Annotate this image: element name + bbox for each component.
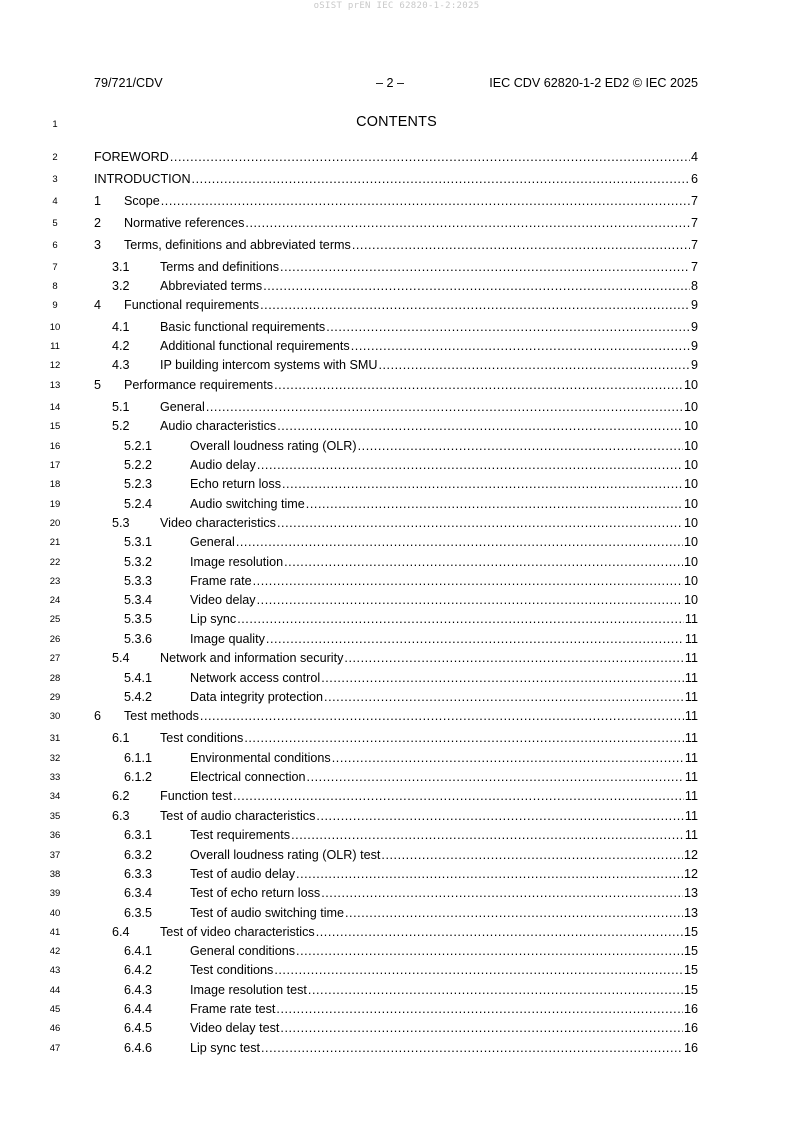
toc-entry-page: 11 bbox=[684, 651, 698, 665]
toc-entry-page: 11 bbox=[684, 751, 698, 765]
toc-entry[interactable] bbox=[124, 1037, 698, 1055]
line-number: 40 bbox=[49, 908, 61, 919]
line-number: 44 bbox=[49, 985, 61, 996]
toc-entry[interactable] bbox=[94, 234, 698, 252]
toc-entry-title: Image quality bbox=[190, 632, 265, 646]
line-number: 23 bbox=[49, 576, 61, 587]
toc-entry-title: Test of audio characteristics bbox=[160, 809, 316, 823]
line-number: 31 bbox=[49, 733, 61, 744]
dot-leader bbox=[161, 194, 690, 208]
toc-entry-page: 16 bbox=[683, 1021, 698, 1035]
dot-leader bbox=[358, 439, 683, 453]
line-number: 46 bbox=[49, 1023, 61, 1034]
toc-entry[interactable] bbox=[112, 354, 698, 372]
dot-leader bbox=[381, 848, 683, 862]
toc-entry-number: 6.3.1 bbox=[124, 828, 153, 842]
toc-entry-page: 13 bbox=[683, 886, 698, 900]
line-number: 37 bbox=[49, 850, 61, 861]
dot-leader bbox=[274, 963, 683, 977]
toc-entry[interactable] bbox=[124, 589, 698, 607]
toc-entry[interactable] bbox=[124, 608, 698, 626]
toc-entry-page: 12 bbox=[683, 848, 698, 862]
dot-leader bbox=[316, 925, 683, 939]
toc-entry-title: Test of audio delay bbox=[190, 867, 296, 881]
line-number: 35 bbox=[49, 811, 61, 822]
dot-leader bbox=[260, 298, 690, 312]
toc-entry[interactable] bbox=[124, 747, 698, 765]
toc-entry-title: Test conditions bbox=[160, 731, 244, 745]
toc-entry-page: 9 bbox=[690, 339, 698, 353]
toc-entry-title: Additional functional requirements bbox=[160, 339, 350, 353]
toc-entry-title: Audio characteristics bbox=[160, 419, 277, 433]
dot-leader bbox=[237, 612, 684, 626]
dot-leader bbox=[316, 809, 684, 823]
toc-entry-number: 6.4.5 bbox=[124, 1021, 153, 1035]
toc-entry-page: 15 bbox=[683, 963, 698, 977]
toc-entry-number: 6.4.6 bbox=[124, 1041, 153, 1055]
toc-entry[interactable] bbox=[112, 316, 698, 334]
toc-entry-title: Echo return loss bbox=[190, 477, 281, 491]
toc-entry-page: 10 bbox=[683, 593, 698, 607]
dot-leader bbox=[321, 886, 683, 900]
line-number: 20 bbox=[49, 518, 61, 529]
dot-leader bbox=[236, 535, 683, 549]
page-number: – 2 – bbox=[376, 76, 405, 90]
dot-leader bbox=[351, 339, 690, 353]
dot-leader bbox=[277, 516, 683, 530]
dot-leader bbox=[277, 419, 683, 433]
line-number: 21 bbox=[49, 537, 61, 548]
line-number: 29 bbox=[49, 692, 61, 703]
dot-leader bbox=[307, 770, 684, 784]
line-number: 8 bbox=[52, 281, 58, 292]
toc-entry[interactable] bbox=[112, 256, 698, 274]
line-number: 6 bbox=[52, 240, 58, 251]
line-number: 9 bbox=[52, 300, 58, 311]
line-number: 38 bbox=[49, 869, 61, 880]
dot-leader bbox=[274, 378, 683, 392]
toc-entry-number: 6.3 bbox=[112, 809, 130, 823]
toc-entry-title: INTRODUCTION bbox=[94, 172, 191, 186]
toc-entry[interactable] bbox=[112, 396, 698, 414]
toc-entry-title: Data integrity protection bbox=[190, 690, 324, 704]
toc-entry[interactable] bbox=[94, 146, 698, 164]
toc-entry-number: 1 bbox=[94, 194, 102, 208]
toc-entry-number: 5.2.1 bbox=[124, 439, 153, 453]
toc-entry[interactable] bbox=[124, 628, 698, 646]
toc-entry[interactable] bbox=[124, 844, 698, 862]
toc-entry-title: Network access control bbox=[190, 671, 321, 685]
toc-entry[interactable] bbox=[94, 705, 698, 723]
toc-entry-page: 11 bbox=[684, 690, 698, 704]
dot-leader bbox=[296, 944, 683, 958]
toc-entry-number: 6.4 bbox=[112, 925, 130, 939]
line-number: 13 bbox=[49, 380, 61, 391]
toc-entry[interactable] bbox=[112, 335, 698, 353]
toc-entry-number: 6.3.4 bbox=[124, 886, 153, 900]
toc-entry-title: Overall loudness rating (OLR) bbox=[190, 439, 357, 453]
toc-entry-title: Test methods bbox=[124, 709, 199, 723]
dot-leader bbox=[170, 150, 690, 164]
toc-entry-title: Video delay bbox=[190, 593, 256, 607]
toc-entry-title: Image resolution test bbox=[190, 983, 307, 997]
line-number: 5 bbox=[52, 218, 58, 229]
toc-entry-title: Lip sync test bbox=[190, 1041, 260, 1055]
toc-entry-title: General bbox=[190, 535, 235, 549]
dot-leader bbox=[291, 828, 684, 842]
toc-entry-title: Performance requirements bbox=[124, 378, 274, 392]
toc-entry[interactable] bbox=[124, 766, 698, 784]
toc-entry-title: Network and information security bbox=[160, 651, 344, 665]
toc-entry[interactable] bbox=[124, 570, 698, 588]
toc-entry-number: 3 bbox=[94, 238, 102, 252]
line-number: 17 bbox=[49, 460, 61, 471]
toc-entry-number: 6.1.1 bbox=[124, 751, 153, 765]
toc-entry-number: 5.3.6 bbox=[124, 632, 153, 646]
toc-entry-number: 5.3.5 bbox=[124, 612, 153, 626]
toc-entry-page: 10 bbox=[683, 378, 698, 392]
toc-entry-number: 5.3.3 bbox=[124, 574, 153, 588]
toc-entry-title: Electrical connection bbox=[190, 770, 306, 784]
line-number: 30 bbox=[49, 711, 61, 722]
watermark: oSIST prEN IEC 62820-1-2:2025 bbox=[313, 1, 480, 11]
dot-leader bbox=[257, 593, 683, 607]
toc-entry-number: 5.2 bbox=[112, 419, 130, 433]
toc-entry-title: Video characteristics bbox=[160, 516, 276, 530]
toc-entry-page: 10 bbox=[683, 419, 698, 433]
toc-entry-page: 16 bbox=[683, 1041, 698, 1055]
toc-entry-number: 6.1 bbox=[112, 731, 130, 745]
line-number: 3 bbox=[52, 174, 58, 185]
toc-entry[interactable] bbox=[94, 294, 698, 312]
toc-entry-title: Lip sync bbox=[190, 612, 237, 626]
toc-entry[interactable] bbox=[124, 551, 698, 569]
toc-entry[interactable] bbox=[94, 168, 698, 186]
toc-entry[interactable] bbox=[112, 727, 698, 745]
dot-leader bbox=[200, 709, 684, 723]
line-number: 7 bbox=[52, 262, 58, 273]
toc-entry-number: 2 bbox=[94, 216, 102, 230]
toc-entry-page: 10 bbox=[683, 516, 698, 530]
line-number: 15 bbox=[49, 421, 61, 432]
toc-entry-page: 7 bbox=[690, 216, 698, 230]
line-number: 47 bbox=[49, 1043, 61, 1054]
toc-entry[interactable] bbox=[112, 805, 698, 823]
toc-entry-page: 10 bbox=[683, 458, 698, 472]
line-number: 19 bbox=[49, 499, 61, 510]
toc-entry-number: 5.3.4 bbox=[124, 593, 153, 607]
line-number: 18 bbox=[49, 479, 61, 490]
toc-entry[interactable] bbox=[124, 959, 698, 977]
toc-entry-page: 16 bbox=[683, 1002, 698, 1016]
toc-entry-page: 6 bbox=[690, 172, 698, 186]
toc-entry[interactable] bbox=[124, 531, 698, 549]
dot-leader bbox=[257, 458, 683, 472]
toc-entry[interactable] bbox=[124, 902, 698, 920]
toc-entry-title: Image resolution bbox=[190, 555, 284, 569]
toc-entry-number: 5.4.2 bbox=[124, 690, 153, 704]
toc-entry-page: 15 bbox=[683, 983, 698, 997]
toc-entry-title: Normative references bbox=[124, 216, 245, 230]
dot-leader bbox=[308, 983, 683, 997]
line-number: 36 bbox=[49, 830, 61, 841]
toc-entry-number: 5.2.4 bbox=[124, 497, 153, 511]
toc-entry[interactable] bbox=[112, 415, 698, 433]
toc-entry-page: 11 bbox=[684, 612, 698, 626]
toc-entry-title: Terms and definitions bbox=[160, 260, 280, 274]
line-number: 27 bbox=[49, 653, 61, 664]
toc-entry-title: Abbreviated terms bbox=[160, 279, 263, 293]
toc-entry-title: Frame rate bbox=[190, 574, 252, 588]
toc-entry-number: 4 bbox=[94, 298, 102, 312]
toc-entry-title: Test conditions bbox=[190, 963, 274, 977]
toc-entry-page: 11 bbox=[684, 809, 698, 823]
toc-entry[interactable] bbox=[124, 979, 698, 997]
line-number: 14 bbox=[49, 402, 61, 413]
toc-entry-page: 15 bbox=[683, 925, 698, 939]
toc-entry-number: 6.4.4 bbox=[124, 1002, 153, 1016]
toc-entry[interactable] bbox=[124, 998, 698, 1016]
toc-entry-number: 5.3 bbox=[112, 516, 130, 530]
toc-entry-page: 13 bbox=[683, 906, 698, 920]
toc-entry[interactable] bbox=[112, 275, 698, 293]
toc-entry-number: 5.4 bbox=[112, 651, 130, 665]
line-number: 28 bbox=[49, 673, 61, 684]
toc-entry-page: 11 bbox=[684, 789, 698, 803]
dot-leader bbox=[321, 671, 684, 685]
toc-entry-page: 10 bbox=[683, 535, 698, 549]
toc-entry[interactable] bbox=[112, 785, 698, 803]
dot-leader bbox=[206, 400, 683, 414]
dot-leader bbox=[306, 497, 683, 511]
dot-leader bbox=[261, 1041, 683, 1055]
toc-entry-number: 5.3.2 bbox=[124, 555, 153, 569]
toc-entry-number: 5.1 bbox=[112, 400, 130, 414]
toc-entry-title: FOREWORD bbox=[94, 150, 169, 164]
dot-leader bbox=[344, 651, 684, 665]
dot-leader bbox=[352, 238, 690, 252]
toc-entry[interactable] bbox=[124, 940, 698, 958]
dot-leader bbox=[378, 358, 690, 372]
toc-entry-page: 11 bbox=[684, 671, 698, 685]
dot-leader bbox=[253, 574, 683, 588]
toc-entry-page: 10 bbox=[683, 439, 698, 453]
toc-entry-number: 5.4.1 bbox=[124, 671, 153, 685]
line-number: 4 bbox=[52, 196, 58, 207]
toc-entry-page: 9 bbox=[690, 358, 698, 372]
dot-leader bbox=[276, 1002, 683, 1016]
toc-entry-number: 5.3.1 bbox=[124, 535, 153, 549]
line-number: 1 bbox=[52, 119, 58, 130]
toc-entry[interactable] bbox=[124, 882, 698, 900]
toc-entry[interactable] bbox=[124, 686, 698, 704]
toc-entry-number: 4.2 bbox=[112, 339, 130, 353]
toc-entry-page: 8 bbox=[690, 279, 698, 293]
line-number: 24 bbox=[49, 595, 61, 606]
toc-entry-page: 11 bbox=[684, 709, 698, 723]
toc-entry-title: Test of audio switching time bbox=[190, 906, 344, 920]
toc-entry-title: Test of video characteristics bbox=[160, 925, 315, 939]
dot-leader bbox=[284, 555, 683, 569]
line-number: 11 bbox=[50, 341, 60, 352]
line-number: 32 bbox=[49, 753, 61, 764]
dot-leader bbox=[233, 789, 684, 803]
toc-entry-title: Basic functional requirements bbox=[160, 320, 326, 334]
toc-entry-title: Audio delay bbox=[190, 458, 256, 472]
dot-leader bbox=[296, 867, 683, 881]
toc-entry-page: 9 bbox=[690, 298, 698, 312]
toc-entry-page: 10 bbox=[683, 400, 698, 414]
toc-entry-title: Overall loudness rating (OLR) test bbox=[190, 848, 381, 862]
line-number: 10 bbox=[49, 322, 61, 333]
toc-entry[interactable] bbox=[112, 921, 698, 939]
toc-entry-page: 10 bbox=[683, 555, 698, 569]
toc-entry-title: Test requirements bbox=[190, 828, 291, 842]
toc-entry-page: 7 bbox=[690, 260, 698, 274]
toc-entry[interactable] bbox=[94, 374, 698, 392]
toc-entry-number: 6.1.2 bbox=[124, 770, 153, 784]
dot-leader bbox=[244, 731, 684, 745]
line-number: 45 bbox=[49, 1004, 61, 1015]
toc-entry[interactable] bbox=[124, 473, 698, 491]
toc-entry-title: Function test bbox=[160, 789, 233, 803]
line-number: 34 bbox=[49, 791, 61, 802]
toc-entry-page: 7 bbox=[690, 194, 698, 208]
toc-entry[interactable] bbox=[124, 454, 698, 472]
toc-entry-page: 12 bbox=[683, 867, 698, 881]
line-number: 39 bbox=[49, 888, 61, 899]
toc-entry[interactable] bbox=[124, 1017, 698, 1035]
toc-entry-number: 6.4.3 bbox=[124, 983, 153, 997]
line-number: 33 bbox=[49, 772, 61, 783]
toc-entry[interactable] bbox=[124, 824, 698, 842]
dot-leader bbox=[324, 690, 684, 704]
line-number: 26 bbox=[49, 634, 61, 645]
toc-entry-number: 6.3.3 bbox=[124, 867, 153, 881]
toc-entry[interactable] bbox=[124, 863, 698, 881]
toc-entry-number: 6.3.2 bbox=[124, 848, 153, 862]
toc-entry-title: Functional requirements bbox=[124, 298, 260, 312]
dot-leader bbox=[326, 320, 690, 334]
document-reference: IEC CDV 62820-1-2 ED2 © IEC 2025 bbox=[489, 76, 698, 90]
line-number: 2 bbox=[52, 152, 58, 163]
toc-entry-page: 4 bbox=[690, 150, 698, 164]
toc-entry-page: 10 bbox=[683, 477, 698, 491]
toc-entry-page: 15 bbox=[683, 944, 698, 958]
toc-entry-number: 4.1 bbox=[112, 320, 130, 334]
dot-leader bbox=[332, 751, 684, 765]
line-number: 43 bbox=[49, 965, 61, 976]
toc-entry[interactable] bbox=[124, 435, 698, 453]
toc-entry-title: General bbox=[160, 400, 205, 414]
toc-entry-title: Scope bbox=[124, 194, 160, 208]
toc-entry-page: 11 bbox=[684, 828, 698, 842]
toc-entry-title: Audio switching time bbox=[190, 497, 305, 511]
dot-leader bbox=[280, 260, 690, 274]
toc-entry-number: 3.2 bbox=[112, 279, 130, 293]
toc-entry[interactable] bbox=[112, 512, 698, 530]
toc-entry-page: 10 bbox=[683, 574, 698, 588]
toc-entry-title: Environmental conditions bbox=[190, 751, 331, 765]
toc-entry-number: 6 bbox=[94, 709, 102, 723]
toc-entry-title: Terms, definitions and abbreviated terms bbox=[124, 238, 351, 252]
toc-entry-page: 11 bbox=[684, 731, 698, 745]
dot-leader bbox=[345, 906, 683, 920]
toc-entry-number: 6.4.2 bbox=[124, 963, 153, 977]
line-number: 16 bbox=[49, 441, 61, 452]
line-number: 12 bbox=[49, 360, 61, 371]
dot-leader bbox=[263, 279, 690, 293]
toc-entry-number: 5 bbox=[94, 378, 102, 392]
line-number: 22 bbox=[49, 557, 61, 568]
toc-entry-number: 6.3.5 bbox=[124, 906, 153, 920]
toc-entry-number: 5.2.2 bbox=[124, 458, 153, 472]
toc-entry-page: 9 bbox=[690, 320, 698, 334]
toc-entry-number: 4.3 bbox=[112, 358, 130, 372]
toc-entry-title: Video delay test bbox=[190, 1021, 280, 1035]
document-id: 79/721/CDV bbox=[94, 76, 163, 90]
dot-leader bbox=[280, 1021, 683, 1035]
toc-entry-number: 6.4.1 bbox=[124, 944, 153, 958]
toc-entry-page: 7 bbox=[690, 238, 698, 252]
toc-entry-number: 6.2 bbox=[112, 789, 130, 803]
toc-entry[interactable] bbox=[94, 190, 698, 208]
toc-entry-title: Frame rate test bbox=[190, 1002, 276, 1016]
toc-entry-page: 10 bbox=[683, 497, 698, 511]
dot-leader bbox=[245, 216, 690, 230]
line-number: 42 bbox=[49, 946, 61, 957]
dot-leader bbox=[192, 172, 690, 186]
toc-entry[interactable] bbox=[112, 647, 698, 665]
dot-leader bbox=[282, 477, 683, 491]
toc-entry[interactable] bbox=[124, 667, 698, 685]
toc-entry-number: 5.2.3 bbox=[124, 477, 153, 491]
toc-entry-page: 11 bbox=[684, 632, 698, 646]
toc-entry[interactable] bbox=[94, 212, 698, 230]
toc-entry-number: 3.1 bbox=[112, 260, 130, 274]
toc-entry-title: Test of echo return loss bbox=[190, 886, 321, 900]
line-number: 41 bbox=[49, 927, 61, 938]
toc-entry[interactable] bbox=[124, 493, 698, 511]
toc-entry-title: General conditions bbox=[190, 944, 296, 958]
toc-entry-title: IP building intercom systems with SMU bbox=[160, 358, 378, 372]
toc-entry-page: 11 bbox=[684, 770, 698, 784]
page-title: CONTENTS bbox=[356, 114, 437, 130]
dot-leader bbox=[266, 632, 684, 646]
line-number: 25 bbox=[49, 614, 61, 625]
